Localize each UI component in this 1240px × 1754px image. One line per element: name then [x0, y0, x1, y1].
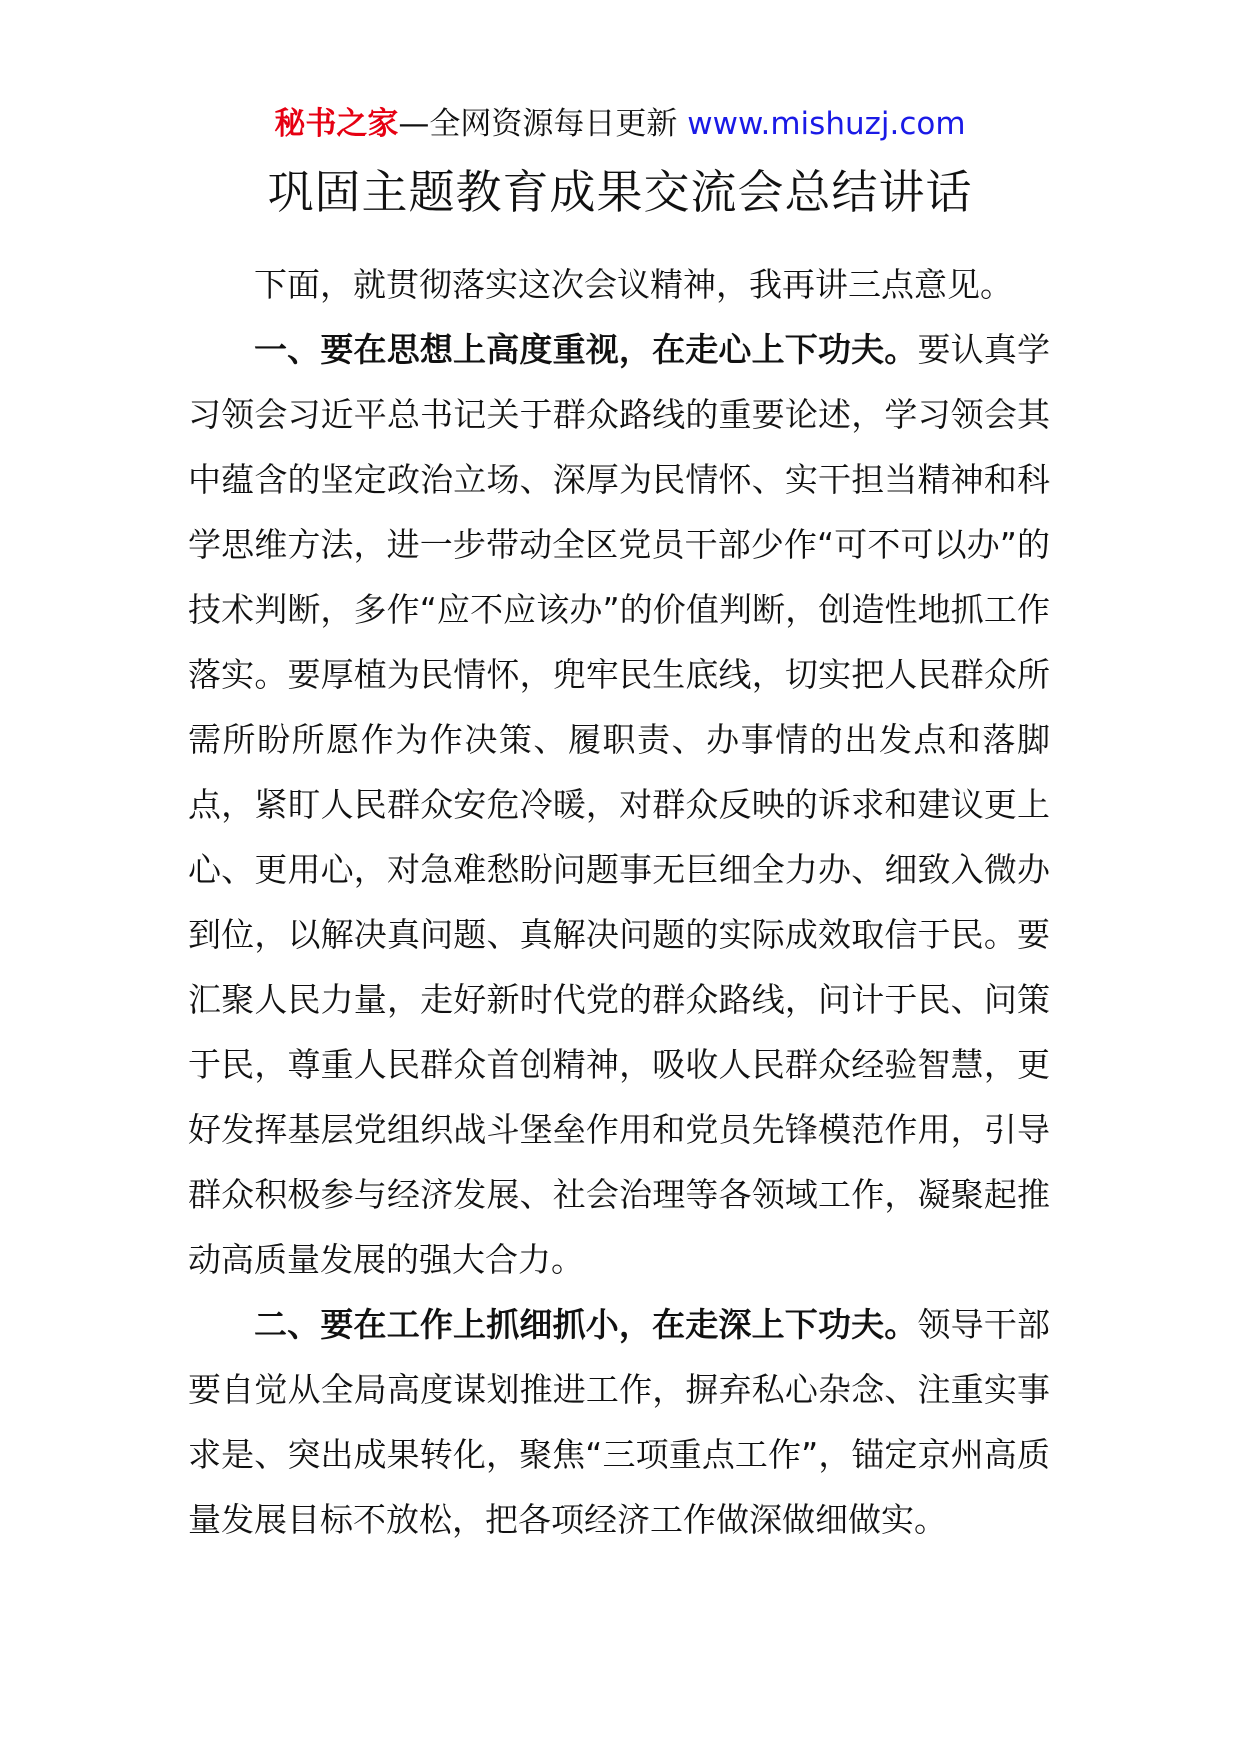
header-tagline: —全网资源每日更新 — [398, 106, 688, 142]
paragraph-point-two — [188, 1292, 1050, 1552]
paragraph-point-one — [188, 317, 1050, 1292]
paragraph-text: 要认真学习领会习近平总书记关于群众路线的重要论述，学习领会其中蕴含的坚定政治立场、深厚为民情怀、实干担当精神和科学思维方法，进一步带动全区党员干部少作“可不可以办”的技术判断，多作“应不应该办”的价值判断，创造性地抓工作落实。要厚植为民情怀，兜牢民生底线，切实把人民群众所需所盼所愿作为作决策、履职责、办事情的出发点和落脚点，紧盯人民群众安危冷暖，对群众反映的诉求和建议更上心、更用心，对急难愁盼问题事无巨细全力办、细致入微办到位，以解决真问题、真解决问题的实际成效取信于民。要汇聚人民力量，走好新时代党的群众路线，问计于民、问策于民，尊重人民群众首创精神，吸收人民群众经验智慧，更好发挥基层党组织战斗堡垒作用和党员先锋模范作用，引导群众积极参与经济发展、社会治理等各领域工作，凝聚起推动高质量发展的强大合力。 — [188, 330, 1051, 1279]
site-url-link[interactable]: www.mishuzj.com — [687, 106, 966, 142]
paragraph-lead: 二、要在工作上抓细抓小，在走深上下功夫。 — [254, 1305, 918, 1344]
paragraph-text: 领导干部要自觉从全局高度谋划推进工作，摒弃私心杂念、注重实事求是、突出成果转化，聚焦“三项重点工作”，锚定京州高质量发展目标不放松，把各项经济工作做深做细做实。 — [188, 1305, 1051, 1539]
paragraph-text: 下面，就贯彻落实这次会议精神，我再讲三点意见。 — [254, 265, 1013, 304]
paragraph-lead: 一、要在思想上高度重视，在走心上下功夫。 — [254, 330, 918, 369]
site-header — [0, 104, 1240, 144]
document-title: 巩固主题教育成果交流会总结讲话 — [267, 165, 973, 219]
document-body — [188, 252, 1050, 1552]
paragraph-intro — [188, 252, 1050, 317]
brand-name: 秘书之家 — [274, 106, 399, 142]
